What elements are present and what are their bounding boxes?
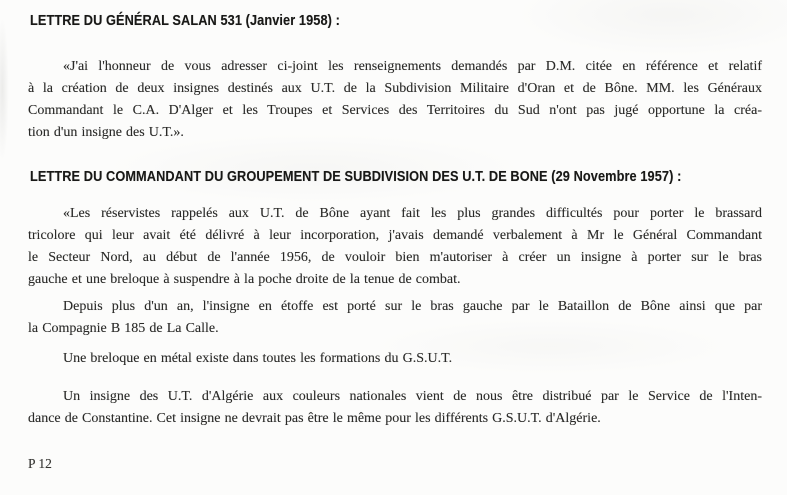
text-line: à la création de deux insignes destinés aux U.T. de la Subdivision Militaire d'Oran et de Bône. MM. les Généraux [28, 81, 762, 96]
text-line: «Les réservistes rappelés aux U.T. de Bône ayant fait les plus grandes difficultés pour porter le brassard [63, 206, 762, 221]
page-number: P 12 [28, 456, 52, 471]
text-line: dance de Constantine. Cet insigne ne devrait pas être le même pour les différents G.S.U.T. d'Algérie. [28, 411, 601, 426]
text-line: Un insigne des U.T. d'Algérie aux couleurs nationales vient de nous être distribué par le Service de l'Inten- [63, 389, 762, 404]
section-heading [30, 169, 762, 185]
text-line: tion d'un insigne des U.T.». [28, 125, 184, 140]
text-line: la Compagnie B 185 de La Calle. [28, 321, 219, 336]
paragraph [28, 386, 762, 430]
paragraph [28, 56, 762, 144]
section-heading [30, 13, 762, 29]
text-line: gauche et une breloque à suspendre à la poche droite de la tenue de combat. [28, 272, 461, 287]
text-line: tricolore qui leur avait été délivré à leur incorporation, j'avais demandé verbalement à Mr le Général Commandant [28, 228, 762, 243]
section-heading-text: LETTRE DU GÉNÉRAL SALAN 531 (Janvier 1958) : [30, 13, 340, 29]
paragraph [28, 296, 762, 340]
text-line: Commandant le C.A. D'Alger et les Troupes et Services des Territoires du Sud n'ont pas jugé opportune la créa- [28, 103, 762, 118]
text-line: Une breloque en métal existe dans toutes les formations du G.S.U.T. [63, 351, 453, 366]
text-line: le Secteur Nord, au début de l'année 1956, de vouloir bien m'autoriser à créer un insigne à porter sur le bras [28, 250, 762, 265]
paragraph [28, 348, 762, 370]
paragraph [28, 203, 762, 291]
text-line: Depuis plus d'un an, l'insigne en étoffe est porté sur le bras gauche par le Bataillon de Bône ainsi que par [63, 299, 762, 314]
text-line: «J'ai l'honneur de vous adresser ci-joint les renseignements demandés par D.M. citée en référence et relatif [63, 59, 762, 74]
section-heading-text: LETTRE DU COMMANDANT DU GROUPEMENT DE SUBDIVISION DES U.T. DE BONE (29 Novembre 1957) : [30, 169, 682, 185]
